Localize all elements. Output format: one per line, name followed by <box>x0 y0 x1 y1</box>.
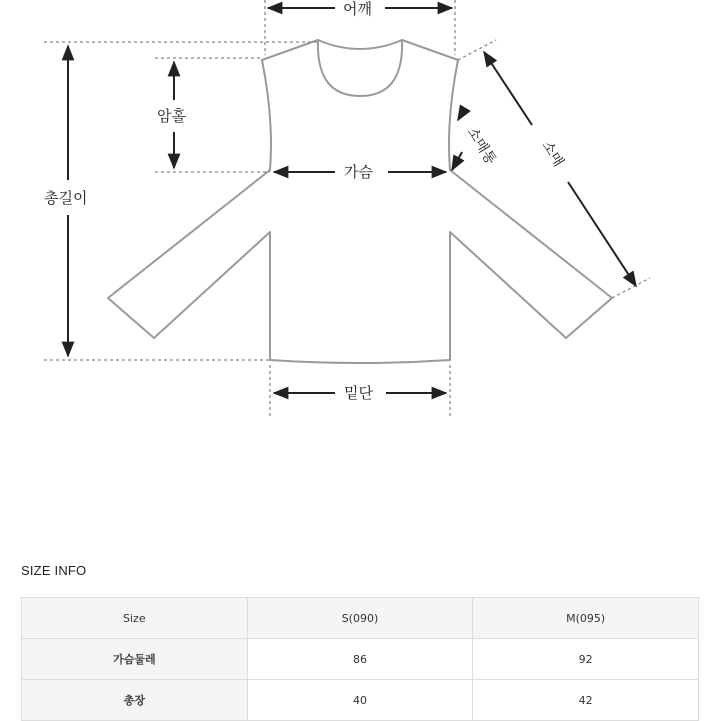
table-row <box>22 639 699 680</box>
header-m-095: M(095) <box>473 598 699 639</box>
row-label-length: 총장 <box>22 680 248 721</box>
cell-length-m: 42 <box>473 680 699 721</box>
cell-length-s: 40 <box>247 680 473 721</box>
header-s-090: S(090) <box>247 598 473 639</box>
header-size: Size <box>22 598 248 639</box>
size-info-heading: SIZE INFO <box>21 563 87 578</box>
sleeve-length-label: 소매 <box>537 136 568 173</box>
chest-label: 가슴 <box>340 163 377 181</box>
sleeve-width-label: 소매통 <box>462 122 500 170</box>
shoulder-label: 어깨 <box>339 0 376 18</box>
cell-chest-m: 92 <box>473 639 699 680</box>
table-row <box>22 680 699 721</box>
total-length-label: 총길이 <box>40 189 91 207</box>
row-label-chest: 가슴둘레 <box>22 639 248 680</box>
table-header-row <box>22 598 699 639</box>
cell-chest-s: 86 <box>247 639 473 680</box>
armhole-label: 암홀 <box>153 107 190 125</box>
size-table <box>21 597 699 721</box>
hem-label: 밑단 <box>340 384 377 402</box>
shirt-outline <box>108 40 612 363</box>
